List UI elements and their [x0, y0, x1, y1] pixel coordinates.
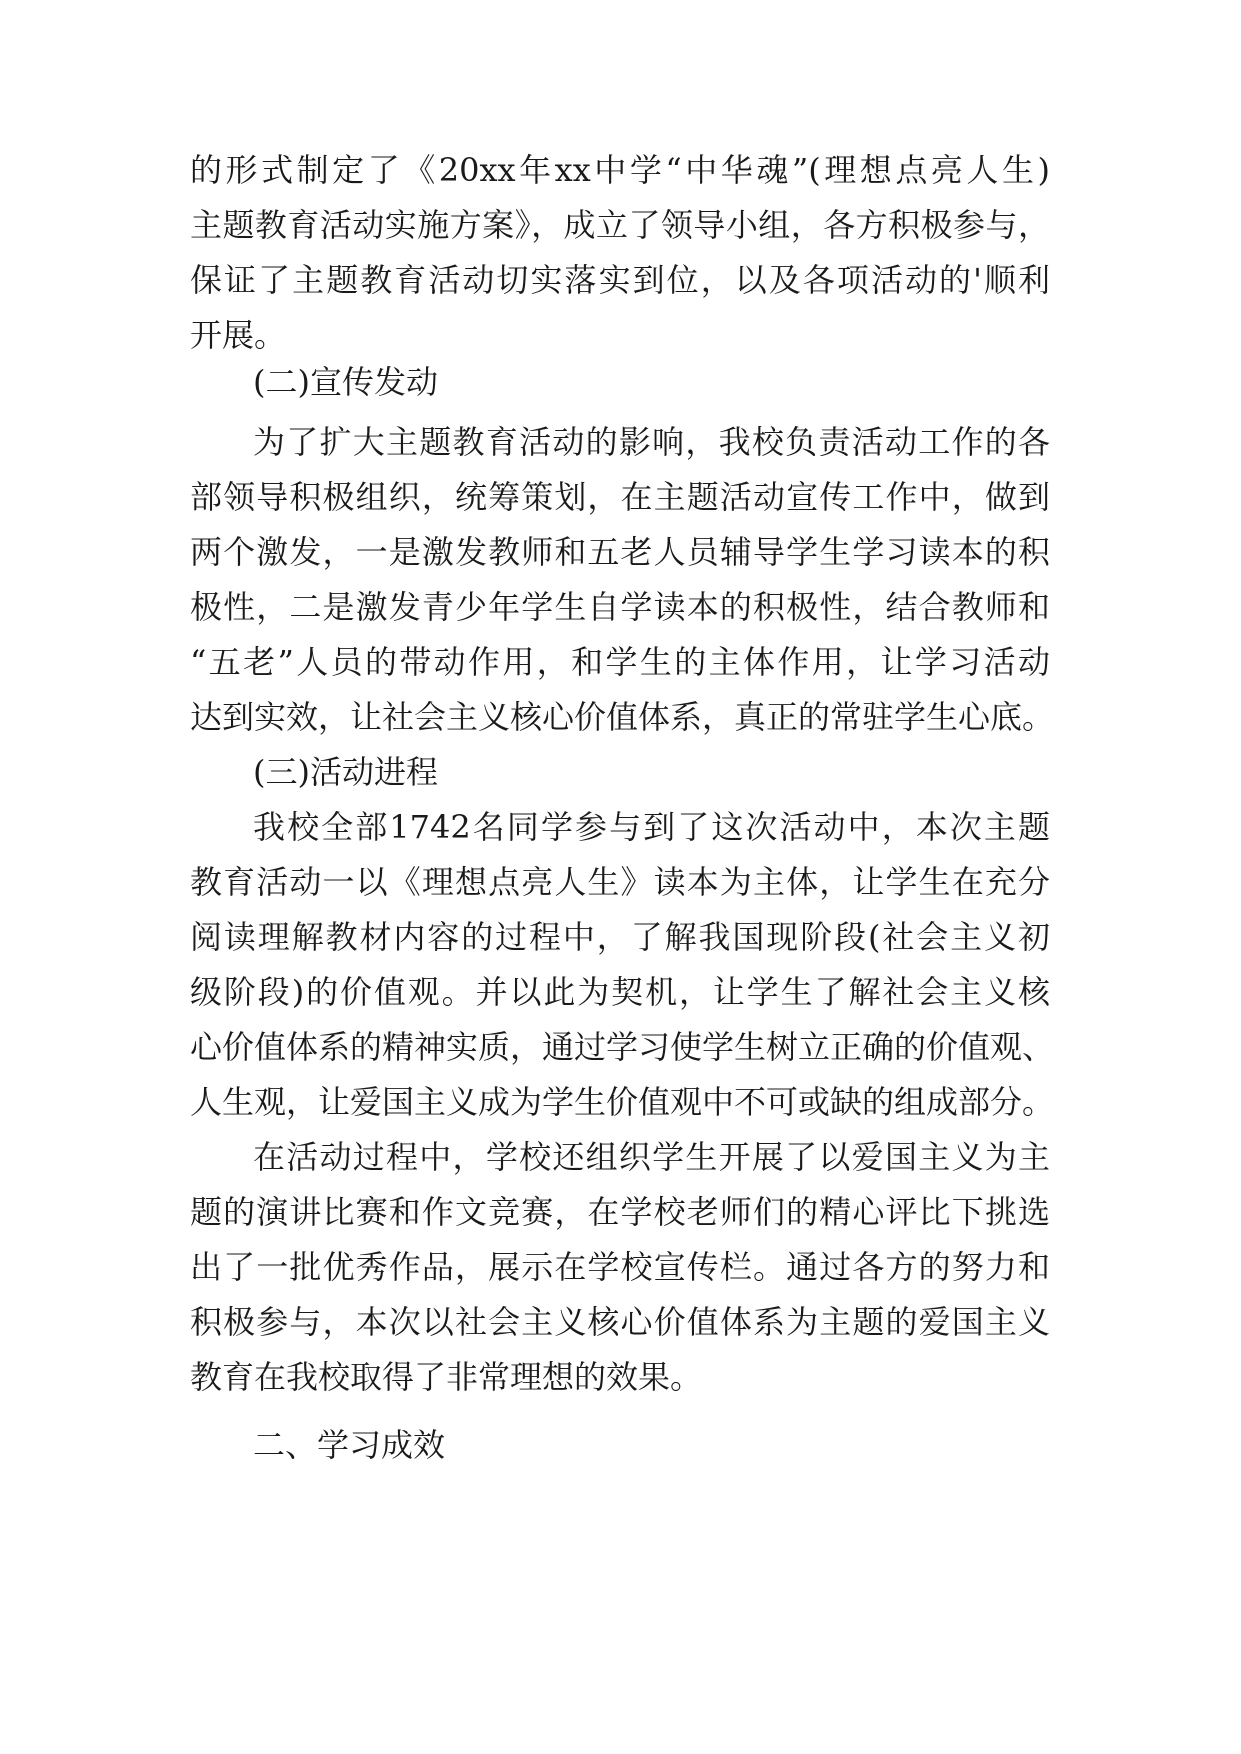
section-heading: 二、学习成效: [253, 1426, 446, 1464]
section-heading: (二)宣传发动: [253, 363, 438, 401]
text-line: 教育活动一以《理想点亮人生》读本为主体，让学生在充分: [190, 863, 1050, 901]
text-line: 积极参与，本次以社会主义核心价值体系为主题的爱国主义: [190, 1303, 1050, 1341]
text-line: 达到实效，让社会主义核心价值体系，真正的常驻学生心底。: [190, 698, 1055, 736]
text-line: 教育在我校取得了非常理想的效果。: [190, 1358, 703, 1396]
text-line: 题的演讲比赛和作文竞赛，在学校老师们的精心评比下挑选: [190, 1193, 1050, 1231]
section-heading: (三)活动进程: [253, 753, 438, 791]
text-line: 保证了主题教育活动切实落实到位，以及各项活动的'顺利: [190, 261, 1050, 299]
text-line: 主题教育活动实施方案》，成立了领导小组，各方积极参与，: [190, 206, 1050, 244]
text-line: 级阶段)的价值观。并以此为契机，让学生了解社会主义核: [190, 973, 1050, 1011]
text-line: 人生观，让爱国主义成为学生价值观中不可或缺的组成部分。: [190, 1083, 1055, 1121]
text-line: 的形式制定了《20xx年xx中学“中华魂”(理想点亮人生): [190, 151, 1050, 189]
text-line: 出了一批优秀作品，展示在学校宣传栏。通过各方的努力和: [190, 1248, 1050, 1286]
text-line: 阅读理解教材内容的过程中，了解我国现阶段(社会主义初: [190, 918, 1050, 956]
text-line: 在活动过程中，学校还组织学生开展了以爱国主义为主: [253, 1138, 1050, 1176]
text-line: 部领导积极组织，统筹策划，在主题活动宣传工作中，做到: [190, 478, 1050, 516]
text-line: 极性，二是激发青少年学生自学读本的积极性，结合教师和: [190, 588, 1050, 626]
text-line: 我校全部1742名同学参与到了这次活动中，本次主题: [253, 808, 1050, 846]
text-line: 心价值体系的精神实质，通过学习使学生树立正确的价值观、: [190, 1028, 1055, 1066]
text-line: “五老”人员的带动作用，和学生的主体作用，让学习活动: [190, 643, 1050, 681]
text-line: 两个激发，一是激发教师和五老人员辅导学生学习读本的积: [190, 533, 1050, 571]
text-line: 为了扩大主题教育活动的影响，我校负责活动工作的各: [253, 423, 1050, 461]
text-line: 开展。: [190, 316, 287, 354]
